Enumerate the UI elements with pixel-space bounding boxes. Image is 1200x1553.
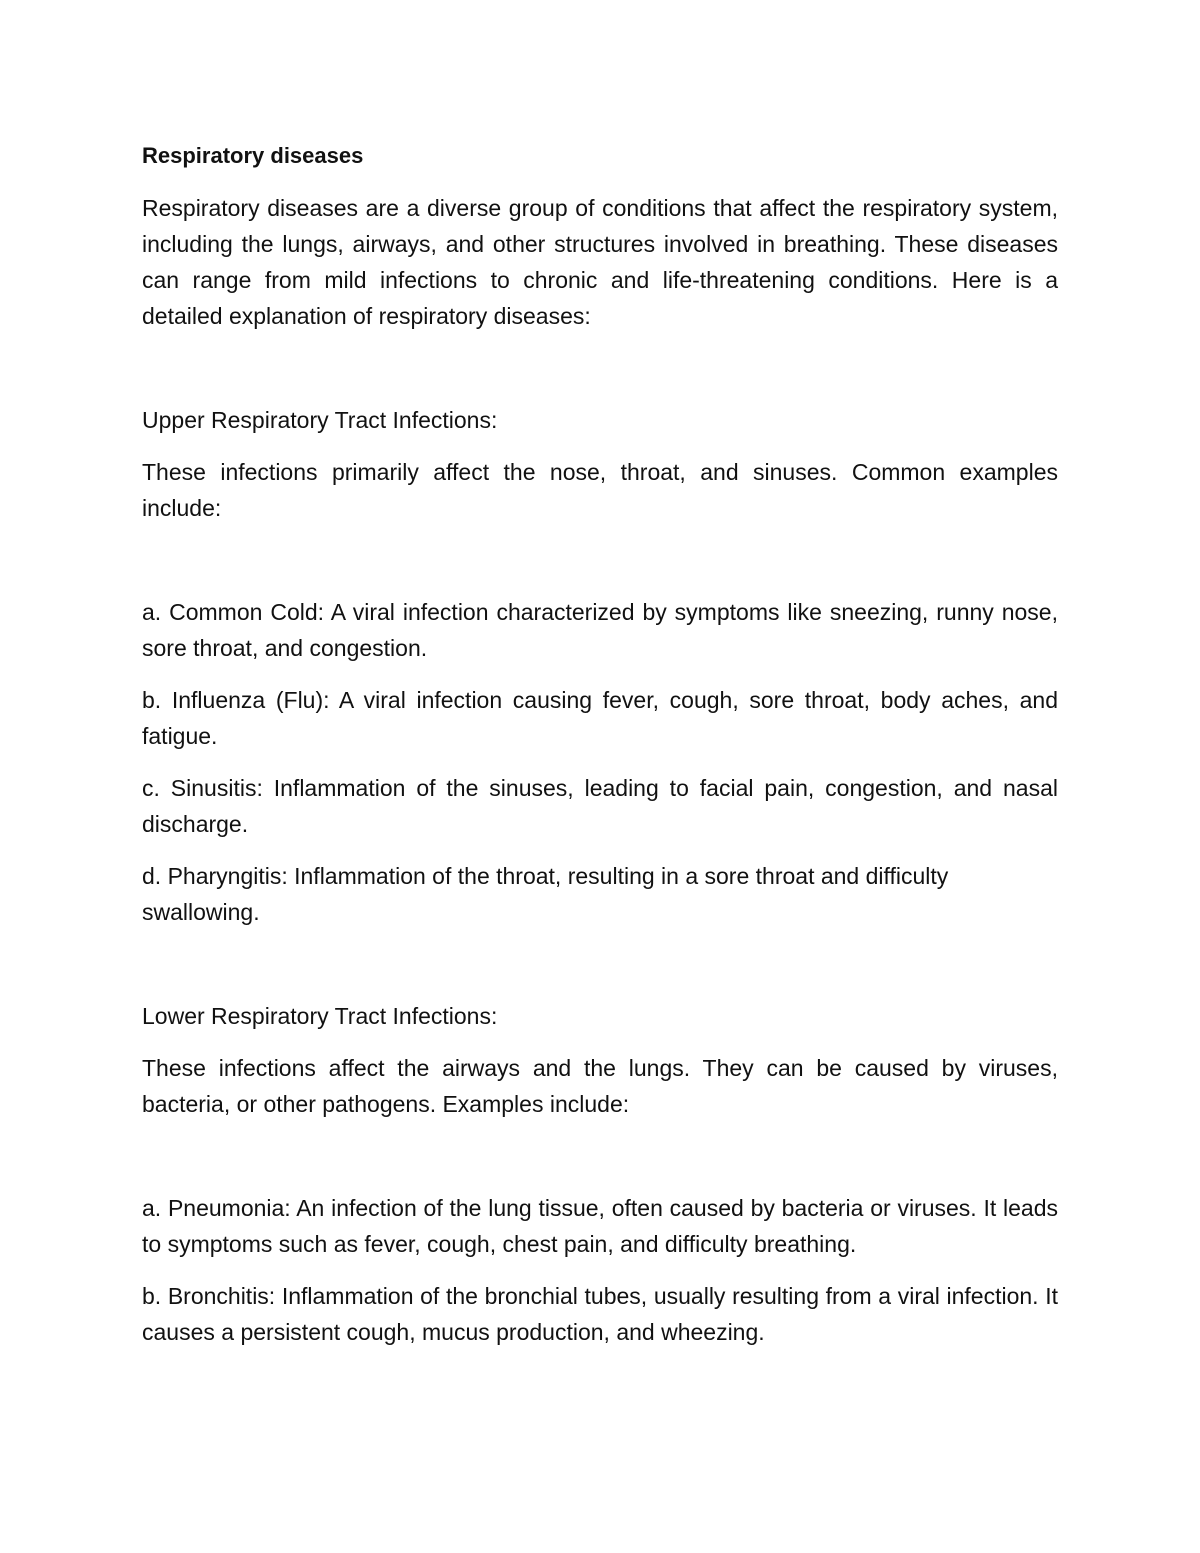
upper-section-description: These infections primarily affect the nose, throat, and sinuses. Common examples include: [142, 459, 1058, 521]
section-spacer [142, 1138, 1058, 1190]
upper-section-heading: Upper Respiratory Tract Infections: [142, 407, 498, 433]
lower-list-item: a. Pneumonia: An infection of the lung tissue, often caused by bacteria or viruses. It leads to symptoms such as fever, cough, chest pain, and difficulty breathing. [142, 1195, 1058, 1257]
intro-paragraph: Respiratory diseases are a diverse group of conditions that affect the respiratory system, including the lungs, airways, and other structures involved in breathing. These diseases can range from mild infections to chronic and life-threatening conditions. Here is a detailed explanation of respiratory diseases: [142, 195, 1058, 329]
section-spacer [142, 542, 1058, 594]
upper-list-item: a. Common Cold: A viral infection characterized by symptoms like sneezing, runny nose, sore throat, and congestion. [142, 599, 1058, 661]
upper-list-item: d. Pharyngitis: Inflammation of the throat, resulting in a sore throat and difficulty swallowing. [142, 863, 949, 925]
lower-list-item: b. Bronchitis: Inflammation of the bronchial tubes, usually resulting from a viral infection. It causes a persistent cough, mucus production, and wheezing. [142, 1283, 1058, 1345]
document-body [142, 138, 1058, 1366]
section-spacer [142, 946, 1058, 998]
upper-list-item: b. Influenza (Flu): A viral infection causing fever, cough, sore throat, body aches, and fatigue. [142, 687, 1058, 749]
upper-list-item: c. Sinusitis: Inflammation of the sinuses, leading to facial pain, congestion, and nasal discharge. [142, 775, 1058, 837]
lower-section-heading: Lower Respiratory Tract Infections: [142, 1003, 498, 1029]
section-spacer [142, 350, 1058, 402]
lower-section-description: These infections affect the airways and the lungs. They can be caused by viruses, bacteria, or other pathogens. Examples include: [142, 1055, 1058, 1117]
document-title: Respiratory diseases [142, 143, 364, 168]
